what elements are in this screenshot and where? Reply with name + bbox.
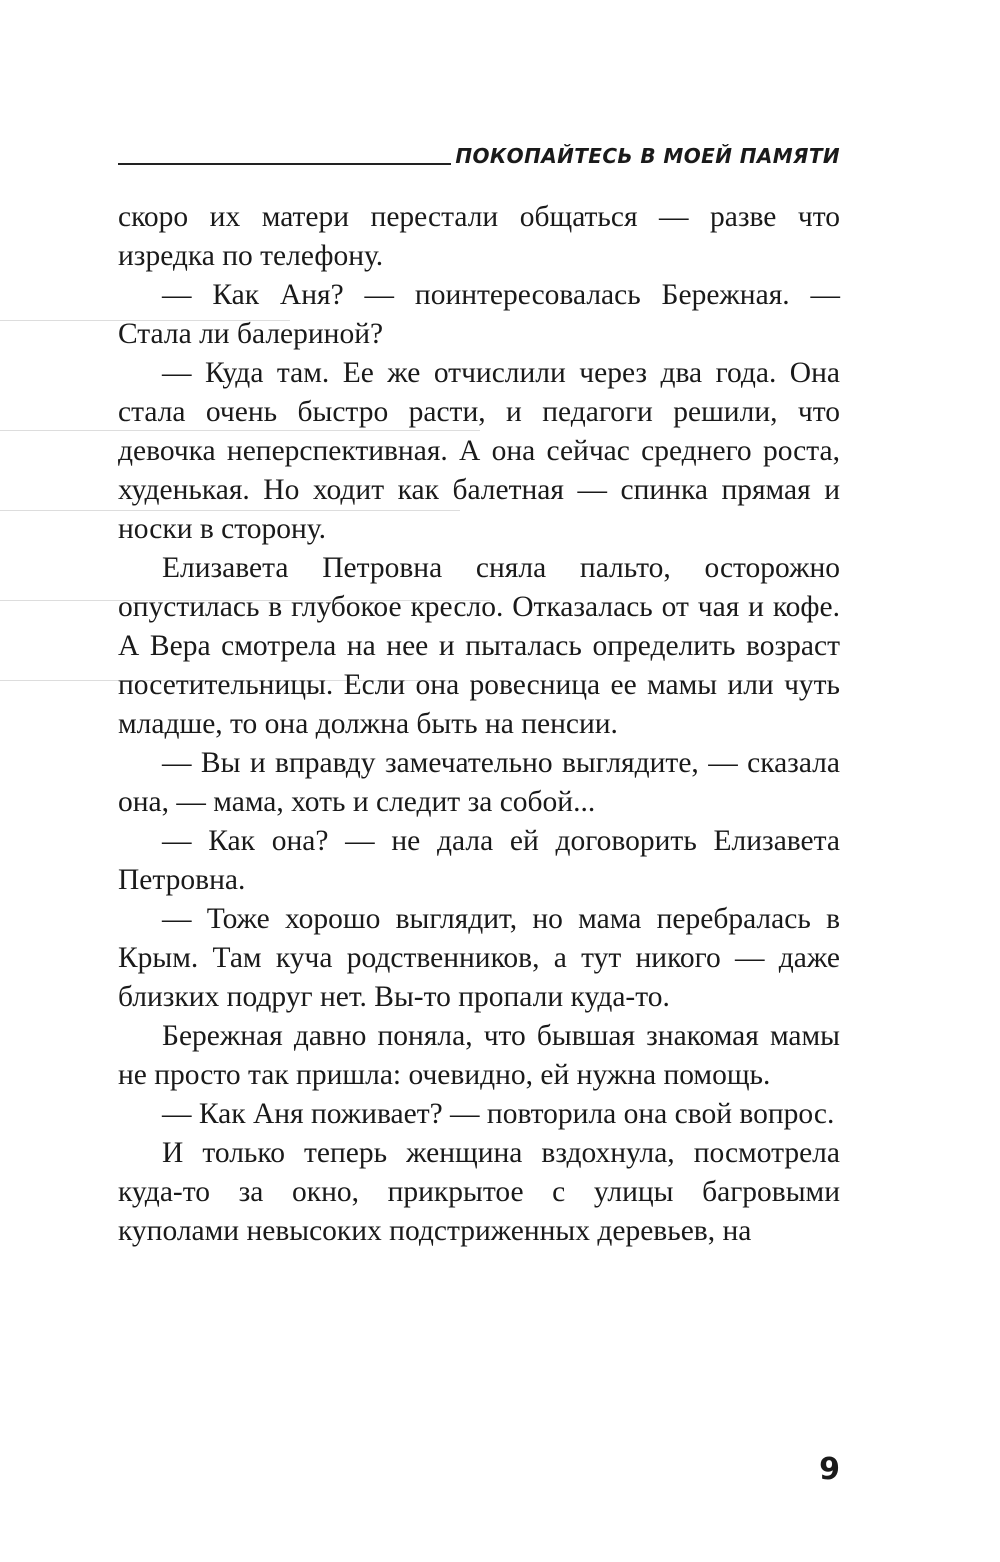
paragraph: Бережная давно поняла, что бывшая знакомая мамы не просто так пришла: очевидно, ей нужна помощь. (118, 1020, 840, 1091)
header-rule (118, 163, 451, 165)
paragraph: — Как Аня поживает? — повторила она свой вопрос. (162, 1098, 835, 1130)
running-head (118, 142, 840, 168)
running-title: ПОКОПАЙТЕСЬ В МОЕЙ ПАМЯТИ (455, 144, 840, 168)
paragraph: И только теперь женщина вздохнула, посмотрела куда-то за окно, прикрытое с улицы багровыми куполами невысоких подстриженных деревьев, на (118, 1137, 840, 1247)
paragraph: Елизавета Петровна сняла пальто, осторожно опустилась в глубокое кресло. Отказалась от чая и кофе. А Вера смотрела на нее и пыталась определить возраст посетительницы. Если она ровесница ее мамы или чуть младше, то она должна быть на пенсии. (118, 552, 840, 740)
page-number: 9 (819, 1452, 840, 1487)
paragraph: — Тоже хорошо выглядит, но мама перебралась в Крым. Там куча родственников, а тут никого — даже близких подруг нет. Вы-то пропали куда-то. (118, 903, 840, 1013)
body-text (118, 198, 840, 1251)
paragraph: скоро их матери перестали общаться — разве что изредка по телефону. (118, 201, 840, 272)
paragraph: — Куда там. Ее же отчислили через два года. Она стала очень быстро расти, и педагоги решили, что девочка неперспективная. А она сейчас среднего роста, худенькая. Но ходит как балетная — спинка прямая и носки в сторону. (118, 357, 840, 545)
paragraph: — Вы и вправду замечательно выглядите, — сказала она, — мама, хоть и следит за собой... (118, 747, 840, 818)
paragraph: — Как Аня? — поинтересовалась Бережная. — Стала ли балериной? (118, 279, 840, 350)
paragraph: — Как она? — не дала ей договорить Елизавета Петровна. (118, 825, 840, 896)
